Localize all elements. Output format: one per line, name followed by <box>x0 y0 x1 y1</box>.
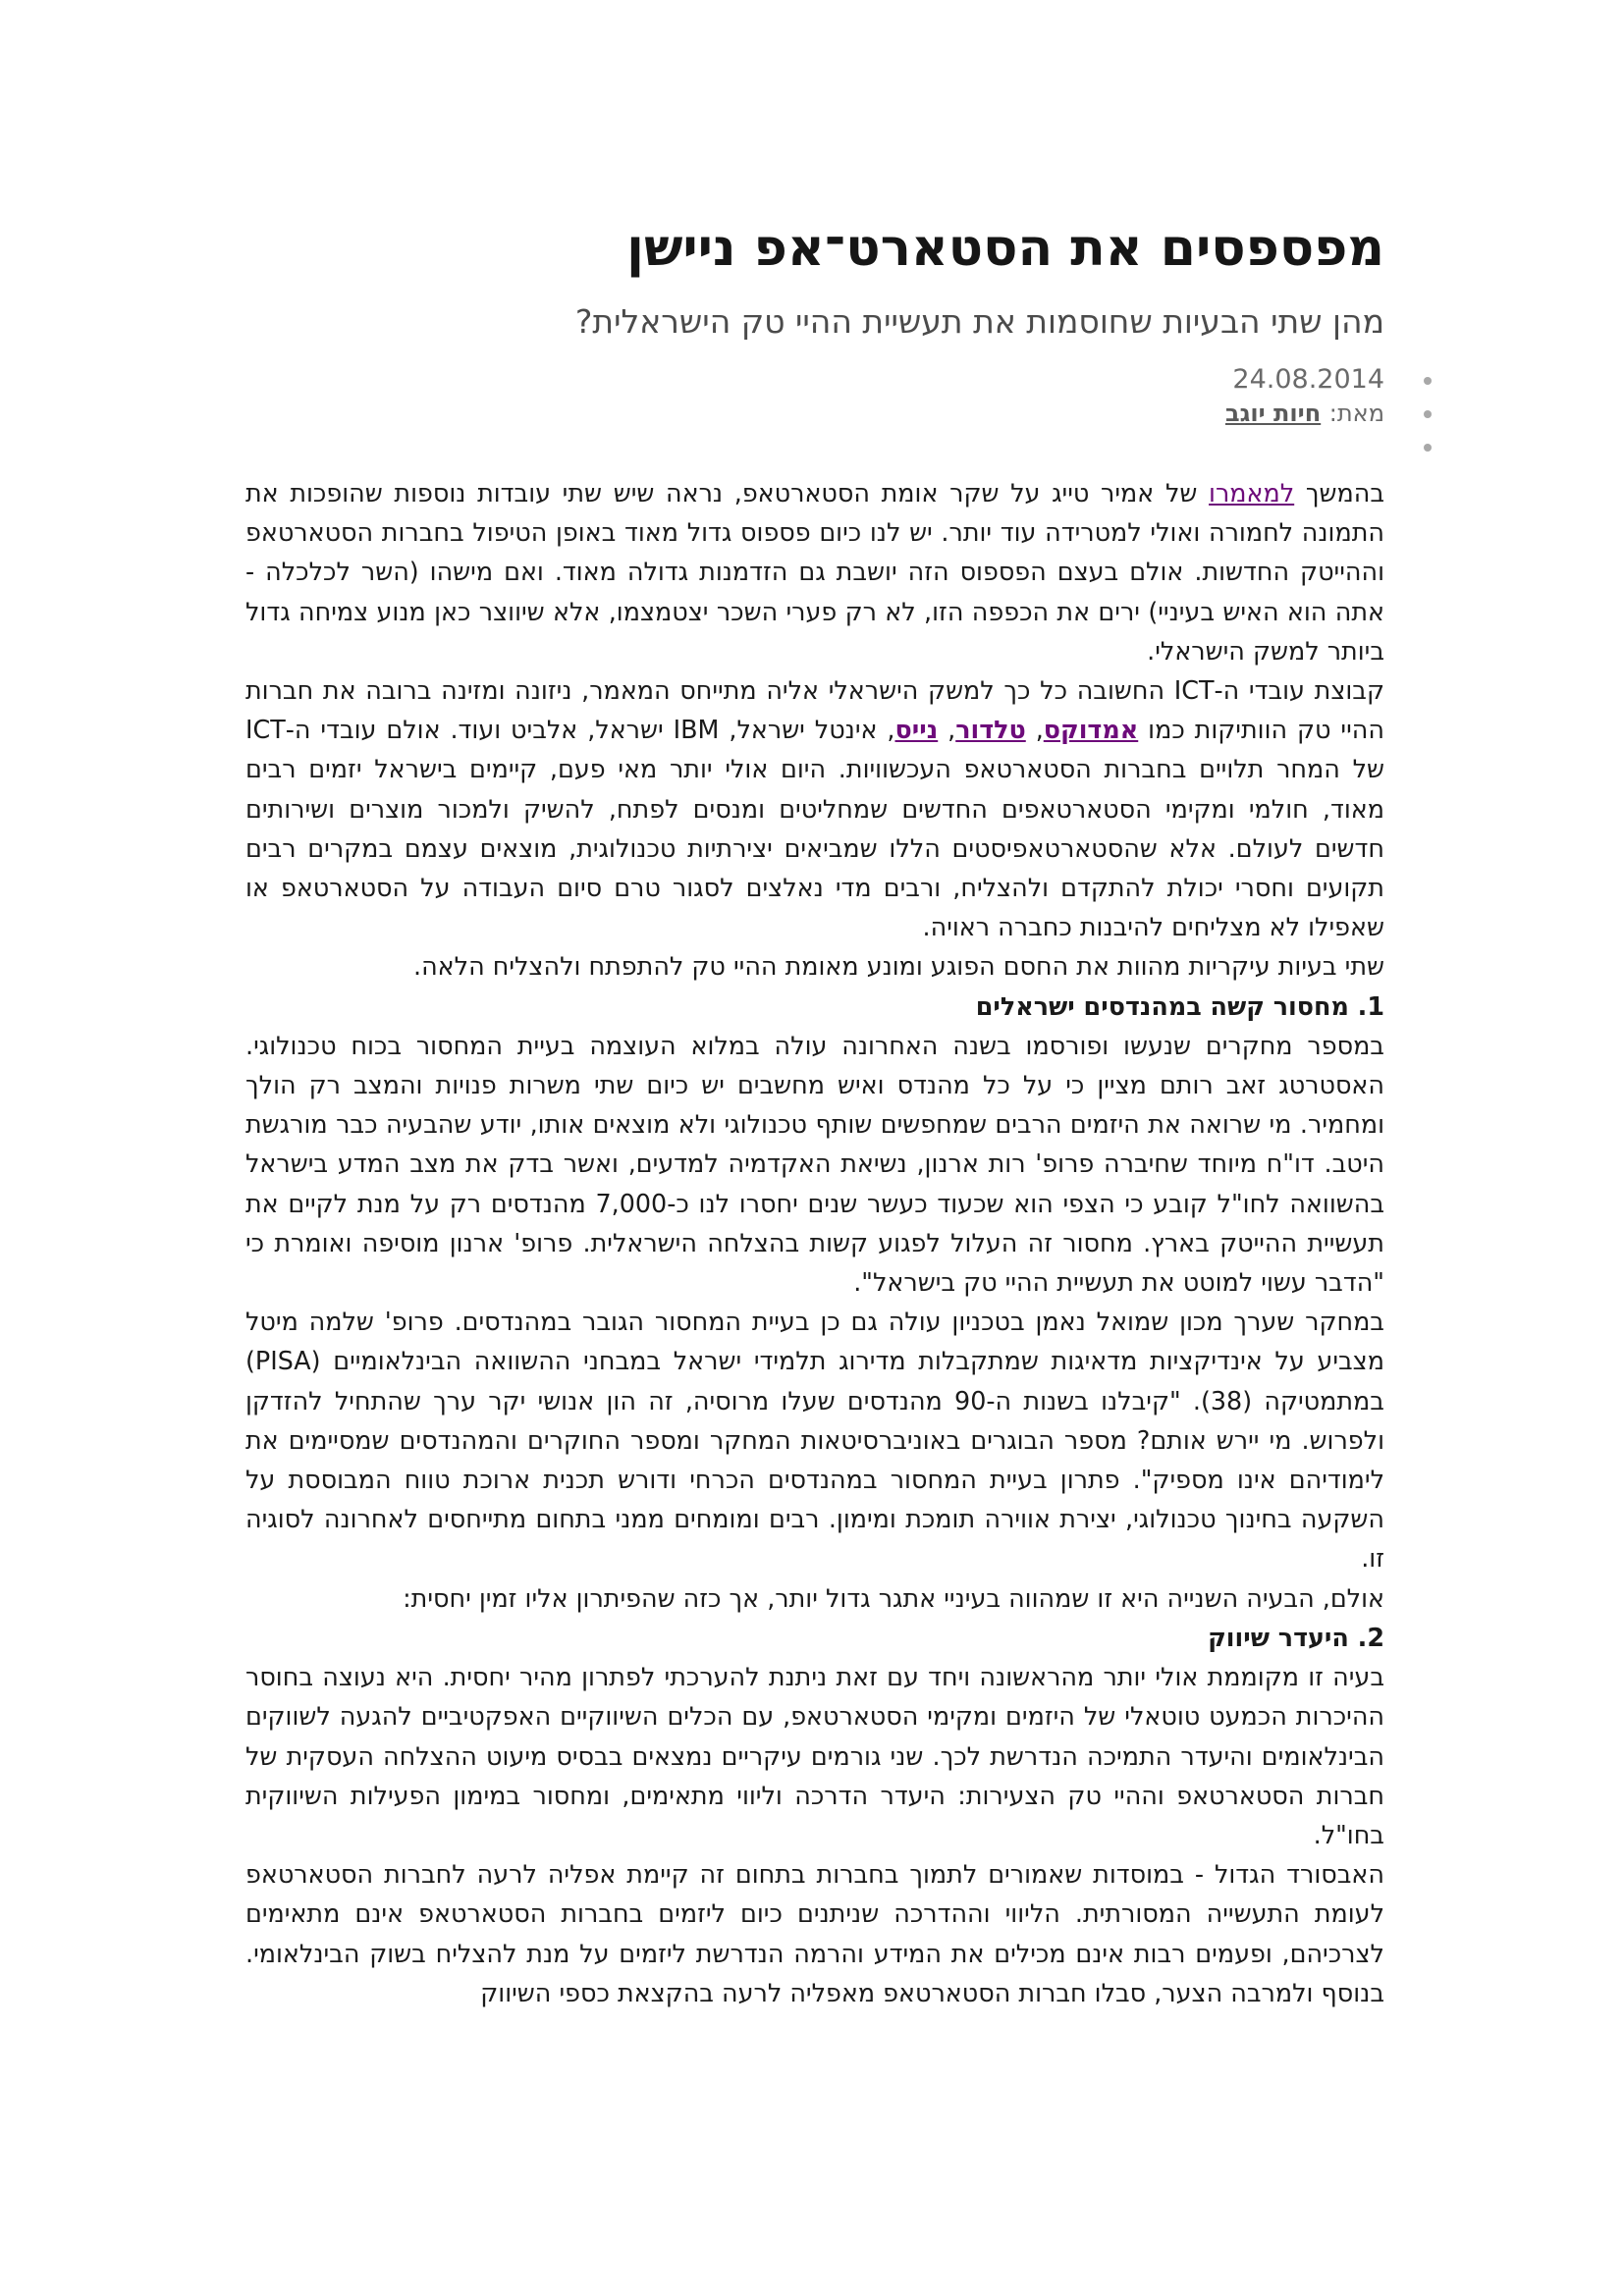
paragraph-second-problem: אולם, הבעיה השנייה היא זו שמהווה בעיניי אתגר גדול יותר, אך כזה שהפיתרון אליו זמין יחסית: <box>403 1582 1384 1613</box>
author-link[interactable]: חיות יוגב <box>1224 400 1322 427</box>
section-heading-engineers: 1. מחסור קשה במהנדסים ישראלים <box>975 990 1384 1021</box>
bullet-icon <box>1424 377 1432 385</box>
paragraph-intro <box>245 473 1384 670</box>
section-heading-marketing: 2. היעדר שיווק <box>1208 1622 1384 1652</box>
bullet-icon <box>1424 444 1432 452</box>
separator-text: , <box>938 715 956 745</box>
paragraph-text: קבוצת עובדי ה-ICT החשובה כל כך למשק הישראלי אליה מתייחס המאמר, ניזונה ומזינה ברובה את חברות ההיי טק הוותיקות כמו <box>245 675 1384 745</box>
paragraph-marketing: בעיה זו מקוממת אולי יותר מהראשונה ויחד עם זאת ניתנת להערכתי לפתרון מהיר יחסית. היא נעוצה בחוסר ההיכרות הכמעט טוטאלי של היזמים ומקימי הסטארטאפ, עם הכלים השיווקיים האפקטיביים להגעה לשווקים הבינלאומים והיעדר התמיכה הנדרשת לכך. שני גורמים עיקריים נמצאים בבסיס מיעוט ההצלחה העסקית של חברות הסטארטאפ וההיי טק הצעירות: היעדר הדרכה וליווי מתאימים, ומחסור במימון הפעילות השיווקית בחו"ל. <box>245 1662 1384 1849</box>
article-title: מפספסים את הסטארט־אפ ניישן <box>626 219 1384 278</box>
paragraph-ict <box>245 670 1384 946</box>
author-label: מאת: <box>1328 400 1384 427</box>
article-body <box>245 473 1384 2012</box>
article-date: 24.08.2014 <box>1232 364 1384 395</box>
paragraph-absurd: האבסורד הגדול - במוסדות שאמורים לתמוך בחברות בתחום זה קיימת אפליה לרעה לחברות הסטארטאפ לעומת התעשייה המסורתית. הליווי וההדרכה שניתנים כיום ליזמים בחברות הסטארטאפ אינם מתאימים לצרכיהם, ופעמים רבות אינם מכילים את המידע והרמה הנדרשת ליזמים על מנת להצליח בשוק הבינלאומי. בנוסף ולמרבה הצער, סבלו חברות הסטארטאפ מאפליה לרעה בהקצאת כספי השיווק <box>245 1859 1384 2007</box>
article-meta-list <box>403 363 1384 463</box>
paragraph-two-problems: שתי בעיות עיקריות מהוות את החסם הפוגע ומונע מאומת ההיי טק להתפתח ולהצליח הלאה. <box>413 951 1384 982</box>
meta-date-item <box>403 363 1384 397</box>
paragraph-text: של אמיר טייג על שקר אומת הסטארטאפ, נראה שיש שתי עובדות נוספות שהופכות את התמונה לחמורה ואולי למטרידה עוד יותר. יש לנו כיום פספוס גדול מאוד באופן הטיפול בחברות הסטארטאפ וההייטק החדשות. אולם בעצם הפספוס הזה יושבת גם הזדמנות גדולה מאוד. ואם מישהו (השר לכלכלה - אתה הוא האיש בעיניי) ירים את הכפפה הזו, לא רק פערי השכר יצטמצמו, אלא שיווצר כאן מנוע צמיחה גדול ביותר למשק הישראלי. <box>245 478 1384 666</box>
bullet-icon <box>1424 410 1432 418</box>
company-link-nice[interactable]: נייס <box>894 715 939 745</box>
paragraph-technion-study: במחקר שערך מכון שמואל נאמן בטכניון עולה גם כן בעיית המחסור הגובר במהנדסים. פרופ' שלמה מיטל מצביע על אינדיקציות מדאיגות שמתקבלות מדירוג תלמידי ישראל במבחני ההשוואה הבינלאומיים (PISA) במתמטיקה (38). "קיבלנו בשנות ה-90 מהנדסים שעלו מרוסיה, זה הון אנושי יקר ערך שהתחיל להזדקן ולפרוש. מי יירש אותם? מספר הבוגרים באוניברסיטאות המחקר ומספר החוקרים והמהנדסים שמסיימים את לימודיהם אינו מספיק". פתרון בעיית המחסור במהנדסים הכרחי ודורש תכנית ארוכת טווח המבוססת על השקעה בחינוך טכנולוגי, יצירת אווירה תומכת ומימון. רבים ומומחים ממני בתחום מתייחסים לאחרונה לסוגיה זו. <box>245 1307 1384 1574</box>
meta-empty-item <box>403 430 1384 463</box>
paragraph-engineers-shortage: במספר מחקרים שנעשו ופורסמו בשנה האחרונה עולה במלוא העוצמה בעיית המחסור בכוח טכנולוגי. האסטרטג זאב רותם מציין כי על כל מהנדס ואיש מחשבים יש כיום שתי משרות פנויות והמצב רק הולך ומחמיר. מי שרואה את היזמים הרבים שמחפשים שותף טכנולוגי ולא מוצאים אותו, יודע שהבעיה כבר מורגשת היטב. דו"ח מיוחד שחיברה פרופ' רות ארנון, נשיאת האקדמיה למדעים, ואשר בדק את מצב המדע בישראל בהשוואה לחו"ל קובע כי הצפי הוא שכעוד כעשר שנים יחסרו לנו כ-7,000 מהנדסים רק על מנת לקיים את תעשיית ההייטק בארץ. מחסור זה העלול לפגוע קשות בהצלחה הישראלית. פרופ' ארנון מוסיפה ואומרת כי "הדבר עשוי למוטט את תעשיית ההיי טק בישראל". <box>245 1030 1384 1298</box>
paragraph-text: , אינטל ישראל, IBM ישראל, אלביט ועוד. אולם עובדי ה-ICT של המחר תלויים בחברות הסטארטאפ העכשוויות. היום אולי יותר מאי פעם, קיימים בישראל יזמים רבים מאוד, חולמי ומקימי הסטארטאפים החדשים שמחליטים ומנסים לפתח, להשיק ולמכור מוצרים ושירותים חדשים לעולם. אלא שהסטארטאפיסטים הללו שמביאים יצירתיות טכנולוגית, מוצאים עצמם במקרים רבים תקועים וחסרי יכולת להתקדם ולהצליח, ורבים מדי נאלצים לסגור טרם סיום העבודה על הסטארטאפ או שאפילו לא מצליחים להיבנות כחברה ראויה. <box>245 715 1384 942</box>
meta-author-item <box>403 397 1384 430</box>
company-link-amdocs[interactable]: אמדוקס <box>1043 715 1139 745</box>
paragraph-text: בהמשך <box>1294 478 1384 507</box>
company-link-taldor[interactable]: טלדור <box>955 715 1026 745</box>
article-subtitle: מהן שתי הבעיות שחוסמות את תעשיית ההיי טק הישראלית? <box>574 302 1384 341</box>
article-link-his-article[interactable]: למאמרו <box>1209 478 1295 507</box>
separator-text: , <box>1025 715 1044 745</box>
